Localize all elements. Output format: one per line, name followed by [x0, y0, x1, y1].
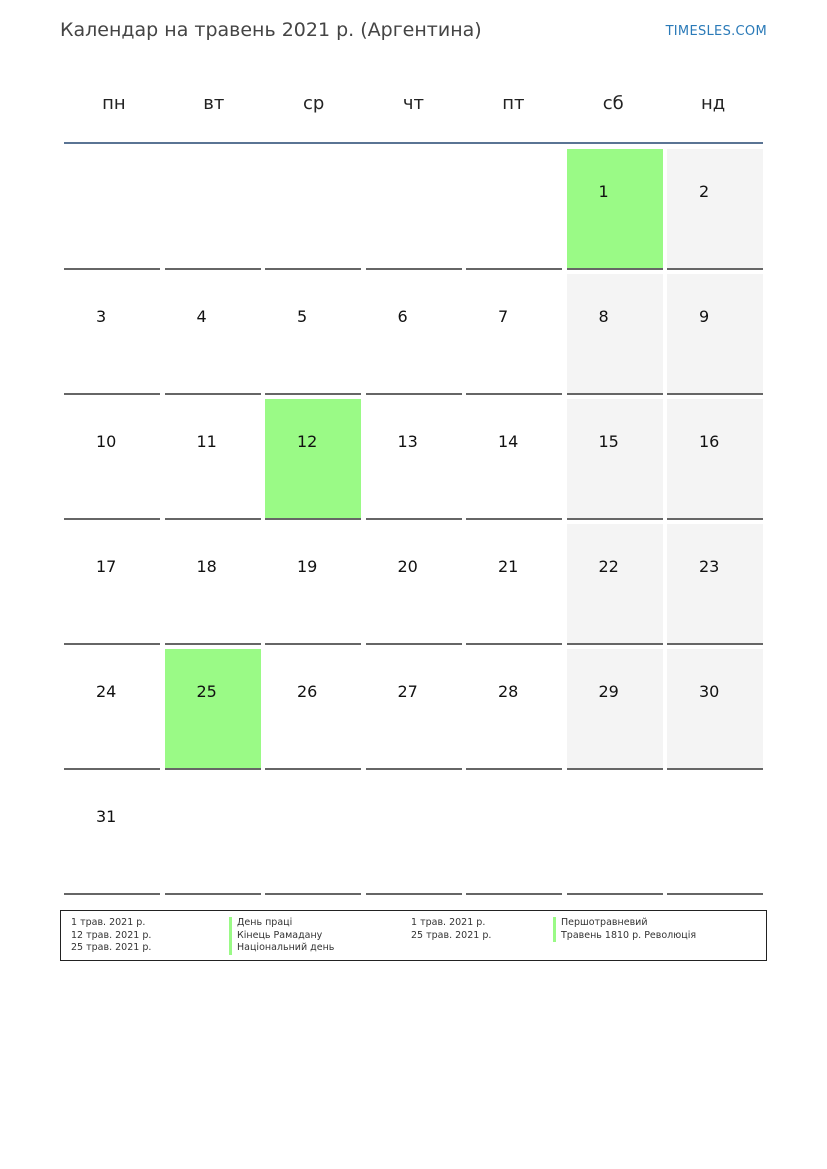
day-number: 19: [297, 557, 318, 576]
empty-day-cell: [366, 774, 462, 895]
empty-day-cell: [466, 774, 562, 895]
empty-day-cell: [667, 774, 763, 895]
day-cell: [366, 649, 462, 770]
legend-holiday-name: Першотравневий: [553, 917, 696, 930]
weekday-label: нд: [700, 93, 726, 114]
day-cell: [165, 274, 261, 395]
empty-day-cell: [366, 149, 462, 270]
legend-left-names: [229, 917, 334, 955]
day-cell: [265, 274, 361, 395]
empty-day-cell: [265, 149, 361, 270]
day-number: 27: [397, 682, 418, 701]
legend-holiday-name: Травень 1810 р. Революція: [553, 930, 696, 943]
day-cell: [265, 399, 361, 520]
day-number: 1: [598, 182, 609, 201]
empty-day-cell: [265, 774, 361, 895]
weekday-label: чт: [402, 93, 425, 114]
day-number: 17: [96, 557, 117, 576]
calendar-grid: [64, 149, 763, 895]
legend-left-dates: [71, 917, 151, 955]
day-number: 21: [498, 557, 519, 576]
empty-day-cell: [567, 774, 663, 895]
brand-link[interactable]: TIMESLES.COM: [665, 24, 767, 39]
day-cell: [667, 149, 763, 270]
day-number: 16: [699, 432, 720, 451]
day-number: 26: [297, 682, 318, 701]
day-cell: [64, 649, 160, 770]
day-cell: [265, 649, 361, 770]
legend-date: 25 трав. 2021 р.: [411, 929, 492, 941]
legend-date: 1 трав. 2021 р.: [411, 917, 486, 928]
day-cell: [64, 524, 160, 645]
weekday-label: пт: [502, 93, 525, 114]
day-number: 22: [598, 557, 619, 576]
empty-day-cell: [466, 149, 562, 270]
day-number: 14: [498, 432, 519, 451]
legend-date: 25 трав. 2021 р.: [71, 942, 152, 953]
day-cell: [567, 649, 663, 770]
day-cell: [567, 399, 663, 520]
day-cell: [466, 274, 562, 395]
day-cell: [366, 274, 462, 395]
day-number: 2: [699, 182, 710, 201]
day-number: 24: [96, 682, 117, 701]
day-number: 30: [699, 682, 720, 701]
legend-holiday-name: Національний день: [229, 942, 334, 955]
day-number: 28: [498, 682, 519, 701]
day-number: 3: [96, 307, 107, 326]
day-cell: [667, 274, 763, 395]
empty-day-cell: [64, 149, 160, 270]
day-number: 23: [699, 557, 720, 576]
page-title: Календар на травень 2021 р. (Аргентина): [60, 19, 482, 41]
day-cell: [567, 274, 663, 395]
day-cell: [64, 774, 160, 895]
day-number: 13: [397, 432, 418, 451]
day-cell: [667, 524, 763, 645]
legend-holiday-name: День праці: [229, 917, 334, 930]
day-cell: [567, 524, 663, 645]
day-number: 10: [96, 432, 117, 451]
weekday-header: [64, 88, 763, 120]
weekday-label: пн: [102, 93, 126, 114]
day-number: 6: [397, 307, 408, 326]
legend-right-dates: [411, 917, 491, 942]
day-number: 15: [598, 432, 619, 451]
day-cell: [265, 524, 361, 645]
legend-holiday-name: Кінець Рамадану: [229, 930, 334, 943]
day-number: 12: [297, 432, 318, 451]
day-cell: [567, 149, 663, 270]
holiday-legend: [60, 910, 767, 961]
day-number: 5: [297, 307, 308, 326]
day-number: 25: [196, 682, 217, 701]
legend-date: 1 трав. 2021 р.: [71, 917, 146, 928]
day-cell: [366, 524, 462, 645]
day-cell: [466, 399, 562, 520]
day-cell: [366, 399, 462, 520]
day-number: 7: [498, 307, 509, 326]
empty-day-cell: [165, 774, 261, 895]
day-cell: [165, 524, 261, 645]
day-number: 4: [196, 307, 207, 326]
day-cell: [64, 399, 160, 520]
day-cell: [667, 649, 763, 770]
weekday-label: ср: [302, 93, 325, 114]
header-divider: [64, 142, 763, 144]
day-number: 29: [598, 682, 619, 701]
day-number: 31: [96, 807, 117, 826]
day-cell: [64, 274, 160, 395]
day-cell: [667, 399, 763, 520]
day-number: 8: [598, 307, 609, 326]
legend-right-names: [553, 917, 696, 942]
empty-day-cell: [165, 149, 261, 270]
day-cell: [165, 649, 261, 770]
day-number: 20: [397, 557, 418, 576]
day-cell: [466, 524, 562, 645]
legend-date: 12 трав. 2021 р.: [71, 929, 152, 941]
weekday-label: сб: [602, 93, 624, 114]
day-cell: [466, 649, 562, 770]
day-number: 9: [699, 307, 710, 326]
day-number: 11: [196, 432, 217, 451]
day-number: 18: [196, 557, 217, 576]
weekday-label: вт: [203, 93, 225, 114]
day-cell: [165, 399, 261, 520]
